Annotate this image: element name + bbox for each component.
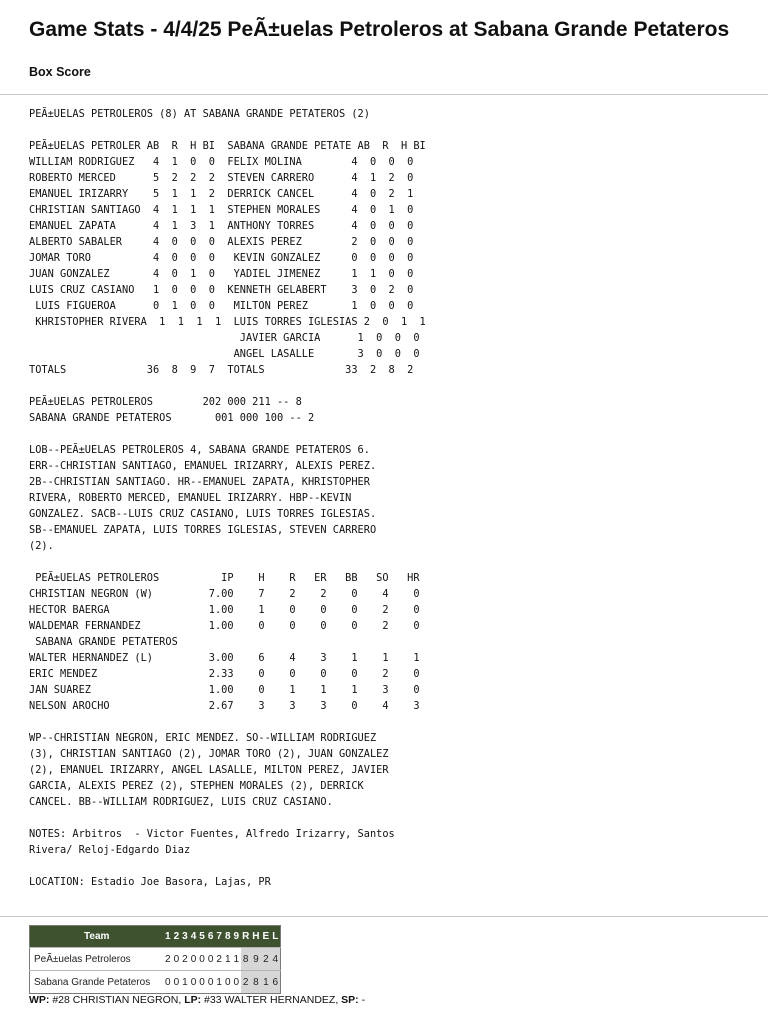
box-score-line: LUIS CRUZ CASIANO 1 0 0 0 KENNETH GELABERT 3 0 2 0 [29, 284, 414, 296]
inning-score: 1 [181, 971, 190, 994]
inning-score: 0 [198, 948, 207, 971]
box-score-line: ERIC MENDEZ 2.33 0 0 0 0 2 0 [29, 668, 420, 680]
header-col-r: R [241, 926, 251, 948]
box-score-line: LOCATION: Estadio Joe Basora, Lajas, PR [29, 876, 271, 888]
header-col-6: 6 [206, 926, 215, 948]
box-score-text [29, 106, 426, 890]
box-score-line: (2), EMANUEL IRIZARRY, ANGEL LASALLE, MILTON PEREZ, JAVIER [29, 764, 389, 776]
box-score-line: SABANA GRANDE PETATEROS [29, 636, 178, 648]
inning-score: 0 [189, 971, 198, 994]
box-score-line: JOMAR TORO 4 0 0 0 KEVIN GONZALEZ 0 0 0 0 [29, 252, 414, 264]
box-score-line: WILLIAM RODRIGUEZ 4 1 0 0 FELIX MOLINA 4 0 0 0 [29, 156, 414, 168]
box-score-line: Rivera/ Reloj-Edgardo Diaz [29, 844, 191, 856]
box-score-line: GONZALEZ. SACB--LUIS CRUZ CASIANO, LUIS TORRES IGLESIAS. [29, 508, 377, 520]
box-score-line: RIVERA, ROBERTO MERCED, EMANUEL IRIZARRY. HBP--KEVIN [29, 492, 352, 504]
box-score-line [29, 714, 426, 730]
team-name: PeÃ±uelas Petroleros [30, 948, 164, 971]
header-col-4: 4 [189, 926, 198, 948]
box-score-line: CHRISTIAN SANTIAGO 4 1 1 1 STEPHEN MORALES 4 0 1 0 [29, 204, 414, 216]
total-cell: 2 [241, 971, 251, 994]
lp-label: LP: [184, 994, 202, 1006]
page-title: Game Stats - 4/4/25 PeÃ±uelas Petroleros at Sabana Grande Petateros [29, 18, 730, 41]
total-cell: 6 [271, 971, 281, 994]
total-cell: 9 [251, 948, 261, 971]
box-score-line: ANGEL LASALLE 3 0 0 0 [29, 348, 420, 360]
divider [0, 94, 768, 95]
box-score-line: EMANUEL IRIZARRY 5 1 1 2 DERRICK CANCEL 4 0 2 1 [29, 188, 414, 200]
box-score-line: NOTES: Arbitros - Victor Fuentes, Alfredo Irizarry, Santos [29, 828, 395, 840]
box-score-line [29, 378, 426, 394]
inning-score: 1 [232, 948, 241, 971]
inning-score: 0 [232, 971, 241, 994]
box-score-line: WP--CHRISTIAN NEGRON, ERIC MENDEZ. SO--WILLIAM RODRIGUEZ [29, 732, 377, 744]
inning-score: 0 [206, 971, 215, 994]
box-score-line: LUIS FIGUEROA 0 1 0 0 MILTON PEREZ 1 0 0 0 [29, 300, 414, 312]
box-score-line: 2B--CHRISTIAN SANTIAGO. HR--EMANUEL ZAPATA, KHRISTOPHER [29, 476, 370, 488]
sp-label: SP: [341, 994, 359, 1006]
line-score-header-row [30, 926, 281, 948]
box-score-line: CHRISTIAN NEGRON (W) 7.00 7 2 2 0 4 0 [29, 588, 420, 600]
header-col-1: 1 [164, 926, 173, 948]
header-col-9: 9 [232, 926, 241, 948]
box-score-line: PEÃ±UELAS PETROLEROS 202 000 211 -- 8 [29, 396, 302, 408]
box-score-line: PEÃ±UELAS PETROLEROS IP H R ER BB SO HR [29, 572, 420, 584]
total-cell: 4 [271, 948, 281, 971]
inning-score: 1 [223, 948, 232, 971]
box-score-line [29, 426, 426, 442]
section-title-box-score: Box Score [29, 65, 91, 79]
inning-score: 2 [215, 948, 224, 971]
box-score-line: WALTER HERNANDEZ (L) 3.00 6 4 3 1 1 1 [29, 652, 420, 664]
box-score-line: JAN SUAREZ 1.00 0 1 1 1 3 0 [29, 684, 420, 696]
box-score-line: ALBERTO SABALER 4 0 0 0 ALEXIS PEREZ 2 0 0 0 [29, 236, 414, 248]
box-score-line: KHRISTOPHER RIVERA 1 1 1 1 LUIS TORRES IGLESIAS 2 0 1 1 [29, 316, 426, 328]
header-col-e: E [261, 926, 271, 948]
inning-score: 0 [189, 948, 198, 971]
sp-value: - [358, 994, 366, 1006]
box-score-line: ROBERTO MERCED 5 2 2 2 STEVEN CARRERO 4 1 2 0 [29, 172, 414, 184]
box-score-line: SABANA GRANDE PETATEROS 001 000 100 -- 2 [29, 412, 315, 424]
box-score-line [29, 554, 426, 570]
box-score-line [29, 810, 426, 826]
lp-value: #33 WALTER HERNANDEZ, [201, 994, 342, 1006]
inning-score: 2 [181, 948, 190, 971]
header-col-7: 7 [215, 926, 224, 948]
inning-score: 0 [172, 948, 181, 971]
inning-score: 0 [198, 971, 207, 994]
inning-score: 0 [164, 971, 173, 994]
box-score-line: (2). [29, 540, 54, 552]
divider [0, 916, 768, 917]
header-col-8: 8 [223, 926, 232, 948]
pitcher-decisions [29, 994, 365, 1006]
inning-score: 2 [164, 948, 173, 971]
total-cell: 8 [241, 948, 251, 971]
wp-value: #28 CHRISTIAN NEGRON, [49, 994, 185, 1006]
box-score-line: GARCIA, ALEXIS PEREZ (2), STEPHEN MORALES (2), DERRICK [29, 780, 364, 792]
box-score-line: PEÃ±UELAS PETROLEROS (8) AT SABANA GRANDE PETATEROS (2) [29, 108, 370, 120]
total-cell: 8 [251, 971, 261, 994]
box-score-line: EMANUEL ZAPATA 4 1 3 1 ANTHONY TORRES 4 0 0 0 [29, 220, 414, 232]
header-col-2: 2 [172, 926, 181, 948]
inning-score: 0 [172, 971, 181, 994]
header-col-h: H [251, 926, 261, 948]
header-team: Team [30, 926, 164, 948]
inning-score: 0 [223, 971, 232, 994]
team-name: Sabana Grande Petateros [30, 971, 164, 994]
box-score-line: TOTALS 36 8 9 7 TOTALS 33 2 8 2 [29, 364, 414, 376]
table-row [30, 971, 281, 994]
box-score-line: (3), CHRISTIAN SANTIAGO (2), JOMAR TORO (2), JUAN GONZALEZ [29, 748, 389, 760]
box-score-line: LOB--PEÃ±UELAS PETROLEROS 4, SABANA GRANDE PETATEROS 6. [29, 444, 370, 456]
box-score-line: PEÃ±UELAS PETROLER AB R H BI SABANA GRANDE PETATE AB R H BI [29, 140, 426, 152]
total-cell: 1 [261, 971, 271, 994]
header-col-l: L [271, 926, 281, 948]
inning-score: 1 [215, 971, 224, 994]
box-score-line: HECTOR BAERGA 1.00 1 0 0 0 2 0 [29, 604, 420, 616]
line-score-table [29, 925, 281, 994]
box-score-line: JUAN GONZALEZ 4 0 1 0 YADIEL JIMENEZ 1 1 0 0 [29, 268, 414, 280]
box-score-line [29, 858, 426, 874]
box-score-line: ERR--CHRISTIAN SANTIAGO, EMANUEL IRIZARRY, ALEXIS PEREZ. [29, 460, 377, 472]
total-cell: 2 [261, 948, 271, 971]
header-col-3: 3 [181, 926, 190, 948]
table-row [30, 948, 281, 971]
box-score-line: NELSON AROCHO 2.67 3 3 3 0 4 3 [29, 700, 420, 712]
inning-score: 0 [206, 948, 215, 971]
box-score-line: JAVIER GARCIA 1 0 0 0 [29, 332, 420, 344]
wp-label: WP: [29, 994, 50, 1006]
box-score-line [29, 122, 426, 138]
box-score-line: CANCEL. BB--WILLIAM RODRIGUEZ, LUIS CRUZ CASIANO. [29, 796, 333, 808]
box-score-line: WALDEMAR FERNANDEZ 1.00 0 0 0 0 2 0 [29, 620, 420, 632]
header-col-5: 5 [198, 926, 207, 948]
box-score-line: SB--EMANUEL ZAPATA, LUIS TORRES IGLESIAS, STEVEN CARRERO [29, 524, 377, 536]
